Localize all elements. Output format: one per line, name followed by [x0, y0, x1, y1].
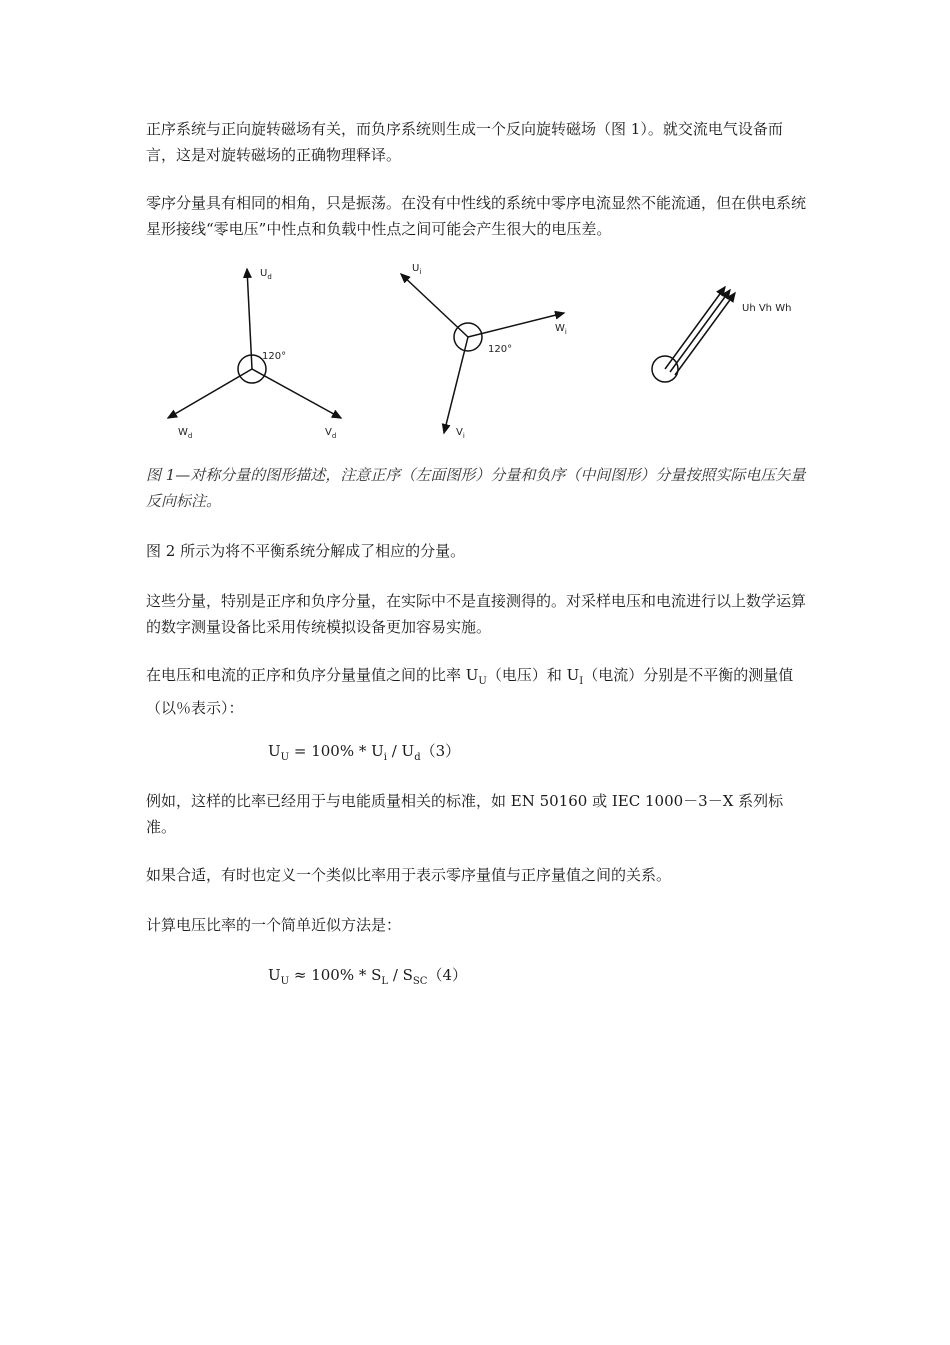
negative-sequence-diagram — [401, 263, 567, 440]
vector-vd — [252, 369, 341, 418]
paragraph-standards: 例如，这样的比率已经用于与电能质量相关的标准，如 EN 50160 或 IEC 1000－3－X 系列标准。 — [146, 792, 784, 836]
label-angle-positive: 120° — [262, 351, 287, 362]
vector-ud — [247, 269, 252, 369]
label-angle-negative: 120° — [488, 344, 513, 355]
label-wi: $W_i$ — [555, 323, 567, 336]
label-wd: $W_d$ — [178, 427, 193, 440]
vector-vh — [670, 290, 730, 372]
figure-caption: 图 1—对称分量的图形描述，注意正序（左面图形）分量和负序（中间图形）分量按照实际电压矢量反向标注。 — [146, 466, 806, 510]
paragraph-positive-sequence: 正序系统与正向旋转磁场有关，而负序系统则生成一个反向旋转磁场（图 1）。就交流电气设备而言，这是对旋转磁场的正确物理释译。 — [146, 120, 783, 164]
formula-3: $U_U = 100\% * U_i / U_d(3)$ — [268, 742, 461, 763]
vector-ui — [401, 274, 468, 337]
label-ui: $U_i$ — [412, 263, 422, 276]
paragraph-measurement: 这些分量，特别是正序和负序分量，在实际中不是直接测得的。对采样电压和电流进行以上数学运算的数字测量设备比采用传统模拟设备更加容易实施。 — [146, 592, 807, 636]
label-zero-vectors: Uh Vh Wh — [742, 303, 792, 314]
paragraph-zero-sequence: 零序分量具有相同的相角，只是振荡。在没有中性线的系统中零序电流显然不能流通，但在供电系统星形接线“零电压”中性点和负载中性点之间可能会产生很大的电压差。 — [146, 194, 807, 238]
vector-wd — [168, 369, 252, 418]
paragraph-zero-ratio: 如果合适，有时也定义一个类似比率用于表示零序量值与正序量值之间的关系。 — [146, 866, 672, 884]
label-vd: $V_d$ — [325, 427, 337, 440]
vector-wh — [675, 293, 735, 375]
formula-4: $U_U \approx 100\% * S_L / S_{SC}(4)$ — [268, 966, 467, 987]
paragraph-approximation: 计算电压比率的一个简单近似方法是： — [146, 916, 402, 934]
paragraph-figure-2: 图 2 所示为将不平衡系统分解成了相应的分量。 — [146, 542, 466, 560]
zero-sequence-diagram — [652, 287, 791, 382]
vector-wi — [468, 313, 564, 337]
positive-sequence-diagram — [168, 268, 341, 440]
label-vi: $V_i$ — [456, 427, 465, 440]
label-ud: $U_d$ — [260, 268, 272, 281]
vector-vi — [444, 337, 468, 433]
paragraph-ratio: 在电压和电流的正序和负序分量量值之间的比率 $U_U$（电压）和 $U_I$（电流）分别是不平衡的测量值（以％表示）： — [146, 666, 794, 717]
vector-uh — [665, 287, 725, 369]
symmetric-components-figure — [150, 255, 810, 445]
